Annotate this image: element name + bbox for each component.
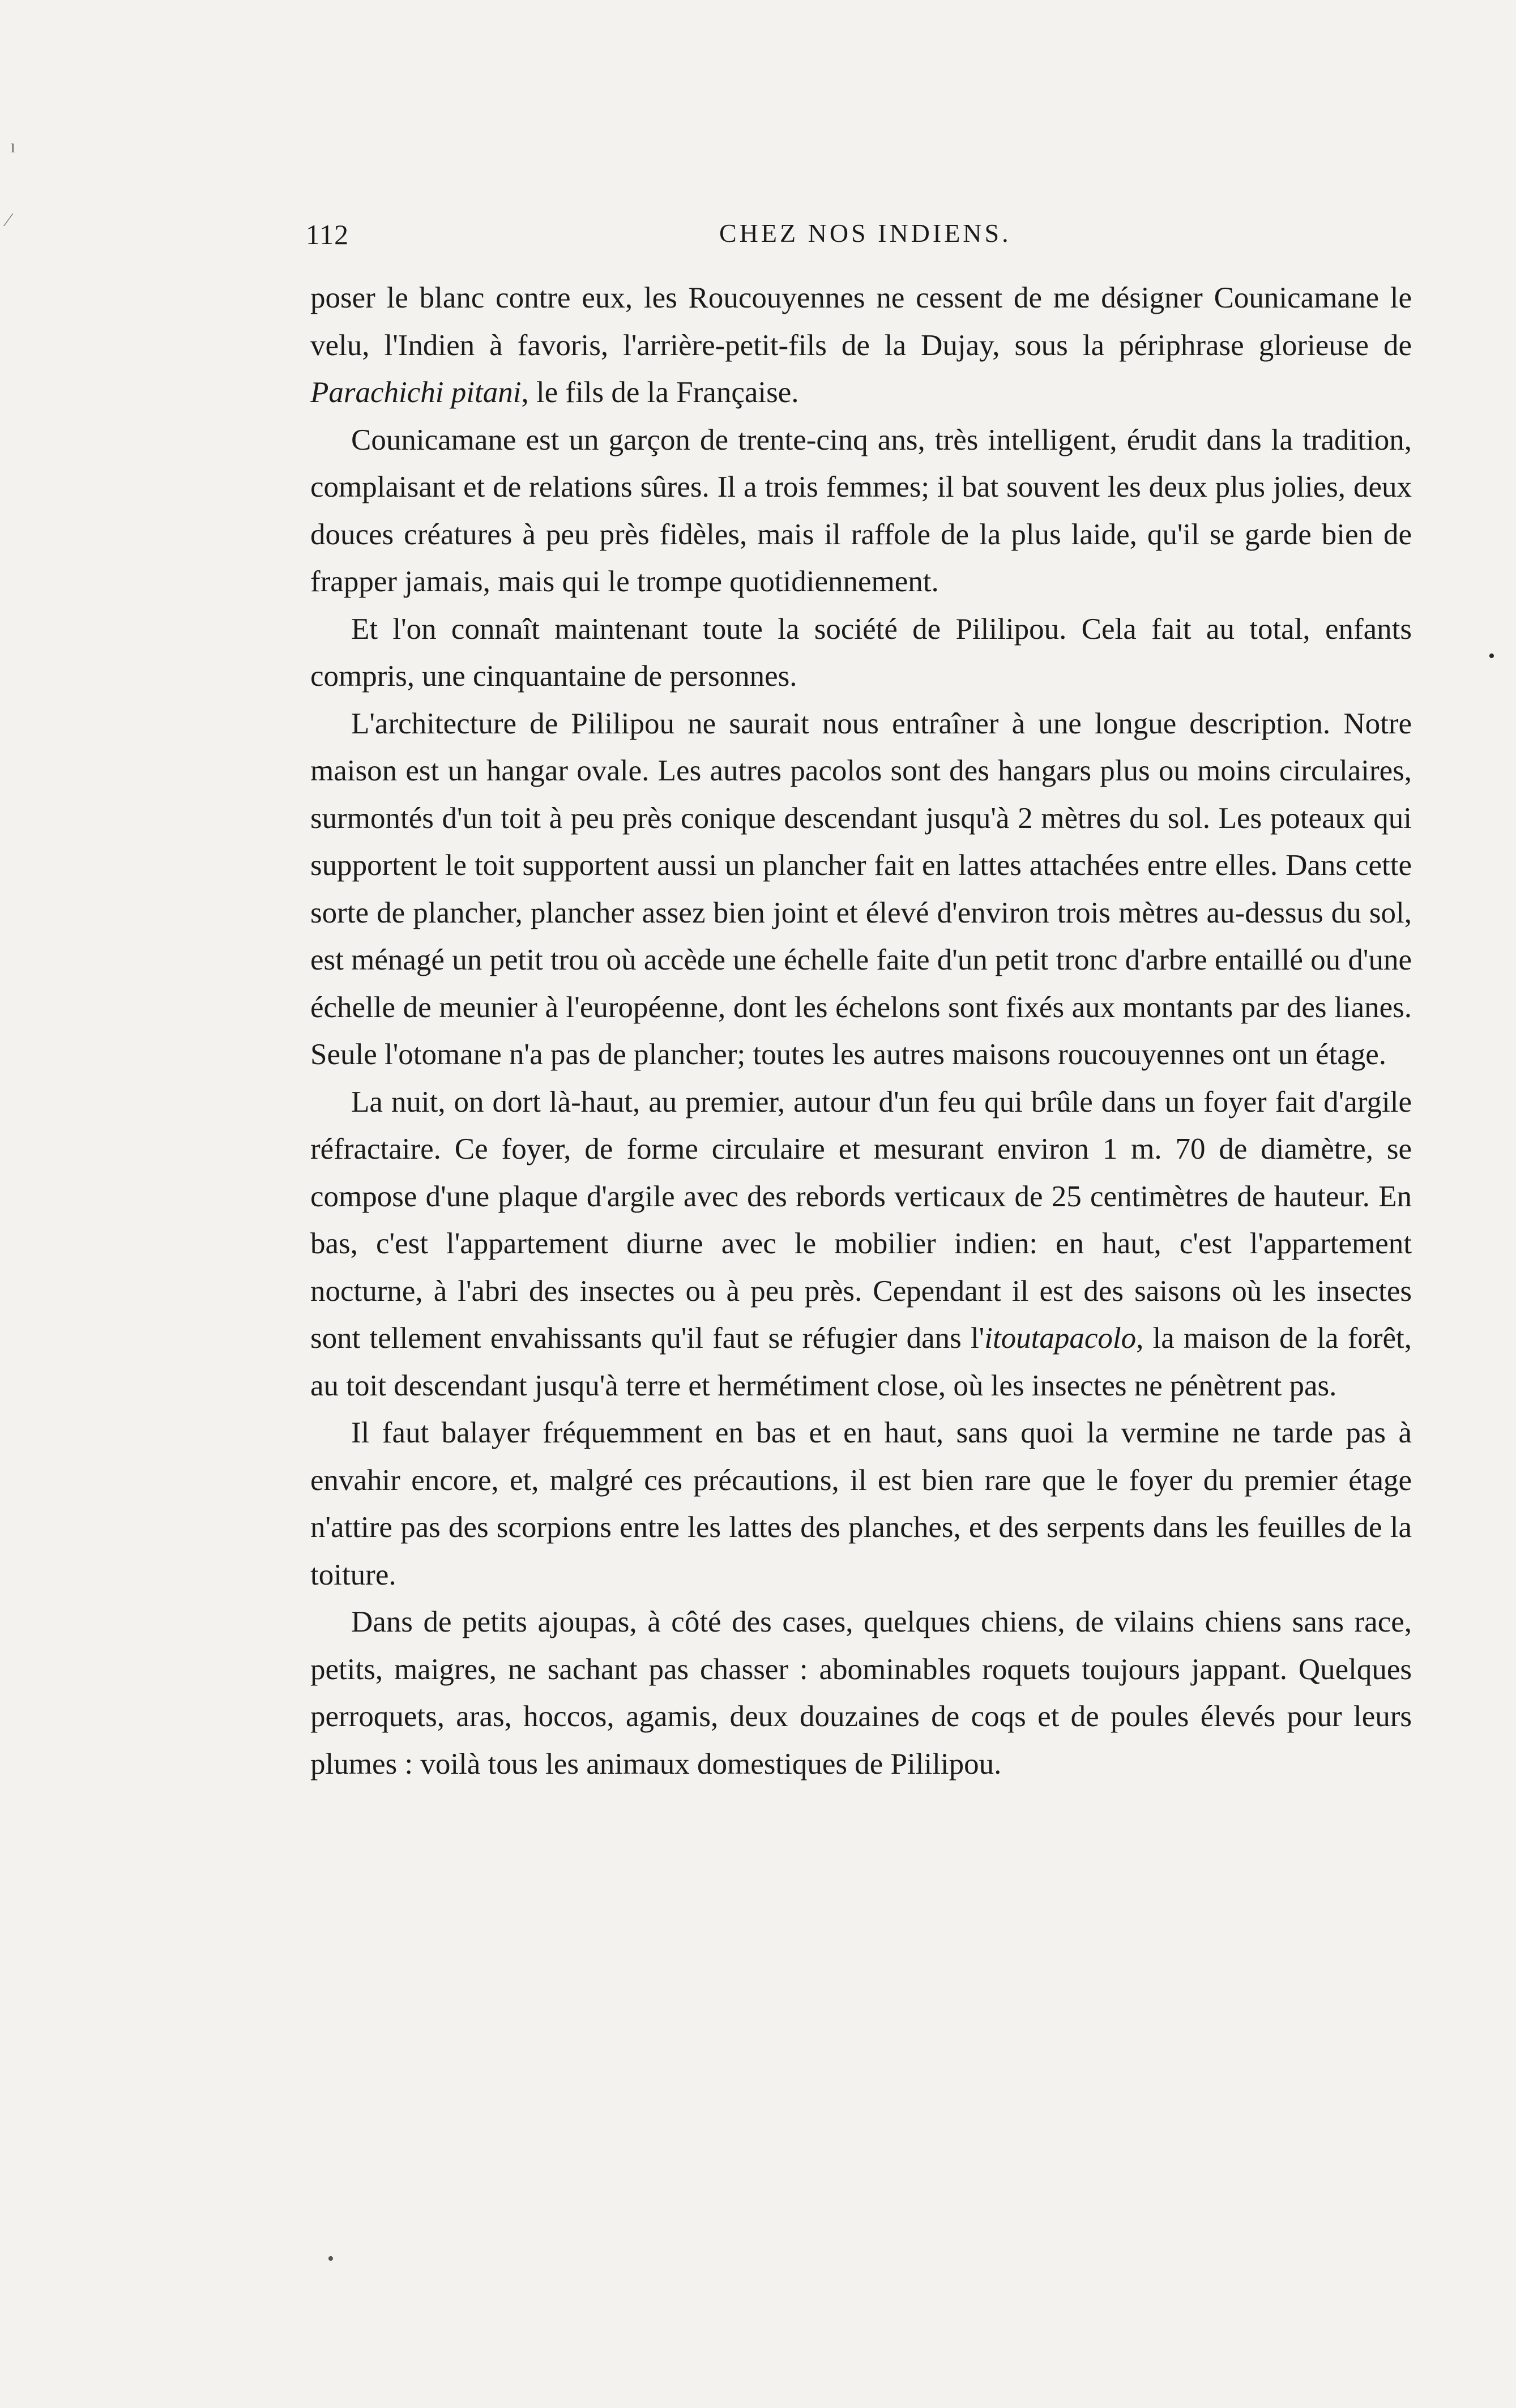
paragraph-6: Il faut balayer fréquemment en bas et en haut, sans quoi la vermine ne tarde pas à envahir encore, et, malgré ces précautions, il est bien rare que le foyer du premier étage n'attire pas des scorpions entre les lattes des planches, et des serpents dans les feuilles de la toiture.	[310, 1416, 1412, 1591]
italic-term: Parachichi pitani	[310, 376, 522, 409]
paragraph-7: Dans de petits ajoupas, à côté des cases, quelques chiens, de vilains chiens sans race, petits, maigres, ne sachant pas chasser : abominables roquets toujours jappant. Quelques perroquets, aras, hoccos, agamis, deux douzaines de coqs et de poules élevés pour leurs plumes : voilà tous les animaux domestiques de Pililipou.	[310, 1606, 1412, 1781]
margin-mark: ı	[10, 136, 16, 157]
paragraph-2: Counicamane est un garçon de trente-cinq ans, très intelligent, érudit dans la tradition, complaisant et de relations sûres. Il a trois femmes; il bat souvent les deux plus jolies, deux douces créatures à peu près fidèles, mais il raffole de la plus laide, qu'il se garde bien de frapper jamais, mais qui le trompe quotidiennement.	[310, 423, 1412, 598]
paragraph-5: La nuit, on dort là-haut, au premier, autour d'un feu qui brûle dans un foyer fait d'argile réfractaire. Ce foyer, de forme circulaire et mesurant environ 1 m. 70 de diamètre, se compose d'une plaque d'argile avec des rebords verticaux de 25 centimètres de hauteur. En bas, c'est l'appartement diurne avec le mobilier indien: en haut, c'est l'appartement nocturne, à l'abri des insectes ou à peu près. Cependant il est des saisons où les insectes sont tellement envahissants qu'il faut se réfugier dans l'itoutapacolo, la maison de la forêt, au toit descendant jusqu'à terre et hermétiment close, où les insectes ne pénètrent pas.	[310, 1085, 1412, 1402]
margin-mark: •	[1488, 646, 1495, 667]
body-text	[310, 275, 1412, 1788]
page-header	[306, 218, 1416, 258]
page-number: 112	[306, 219, 349, 250]
margin-mark: ⁄	[7, 210, 10, 230]
italic-term: itoutapacolo	[984, 1322, 1137, 1355]
paragraph-4: L'architecture de Pililipou ne saurait nous entraîner à une longue description. Notre maison est un hangar ovale. Les autres pacolos sont des hangars plus ou moins circulaires, surmontés d'un toit à peu près conique descendant jusqu'à 2 mètres du sol. Les poteaux qui supportent le toit supportent aussi un plancher fait en lattes attachées entre elles. Dans cette sorte de plancher, plancher assez bien joint et élevé d'environ trois mètres au-dessus du sol, est ménagé un petit trou où accède une échelle faite d'un petit tronc d'arbre entaillé ou d'une échelle de meunier à l'européenne, dont les échelons sont fixés aux montants par des lianes. Seule l'otomane n'a pas de plancher; toutes les autres maisons roucouyennes ont un étage.	[310, 707, 1412, 1071]
paragraph-3: Et l'on connaît maintenant toute la société de Pililipou. Cela fait au total, enfants compris, une cinquantaine de personnes.	[310, 612, 1412, 693]
running-title: CHEZ NOS INDIENS.	[719, 219, 1011, 247]
paragraph-1: poser le blanc contre eux, les Roucouyennes ne cessent de me désigner Counicamane le velu, l'Indien à favoris, l'arrière-petit-fils de la Dujay, sous la périphrase glorieuse de Parachichi pitani, le fils de la Française.	[310, 281, 1412, 409]
margin-mark: •	[327, 2248, 334, 2269]
